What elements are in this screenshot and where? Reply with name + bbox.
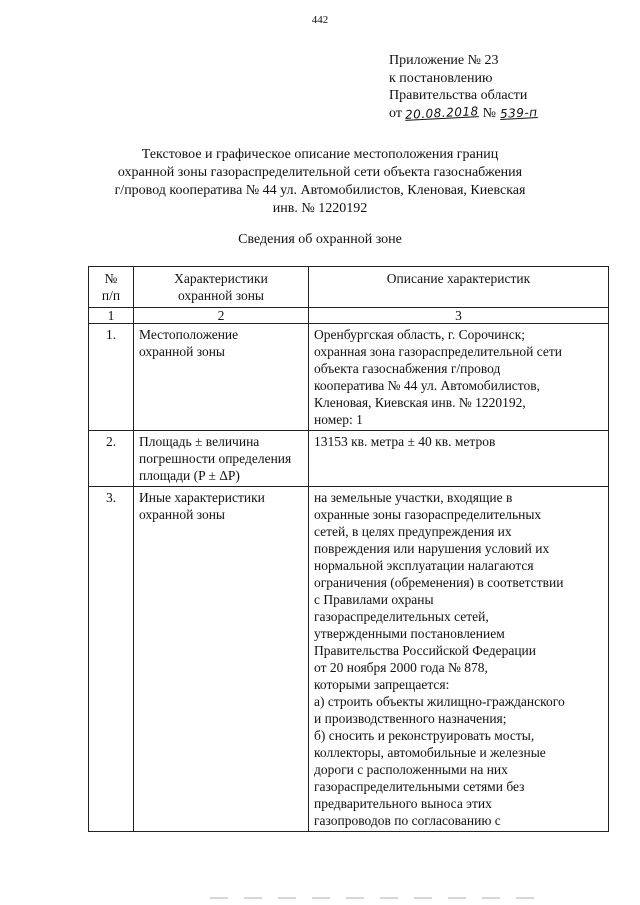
header-text: п/п	[101, 288, 121, 303]
title-line: Текстовое и графическое описание местоположения границ	[141, 147, 499, 162]
cell-line: кооператива № 44 ул. Автомобилистов,	[314, 378, 541, 393]
row-description	[309, 324, 609, 431]
table-row	[89, 431, 609, 487]
cell-line: Иные характеристики	[139, 490, 265, 505]
cell-line: охранной зоны	[139, 344, 226, 359]
appendix-line-2: к постановлению	[389, 70, 493, 86]
cell-line: которыми запрещается:	[314, 677, 450, 692]
header-text: Характеристики	[174, 271, 268, 286]
cell-line: газораспределительными сетями без	[314, 779, 525, 794]
appendix-line-1: Приложение № 23	[389, 53, 499, 68]
number-prefix: №	[482, 105, 497, 121]
row-description	[309, 487, 609, 832]
document-title	[60, 146, 580, 218]
cell-line: площади (P ± ΔP)	[139, 468, 240, 483]
row-characteristic	[134, 431, 309, 487]
cell-line: охранная зона газораспределительной сети	[314, 344, 563, 359]
cell-line: дороги с расположенными на них	[314, 762, 508, 777]
row-number: 1.	[89, 324, 134, 431]
handwritten-number: 539-п	[499, 104, 538, 121]
handwritten-date: 20.08.2018	[405, 103, 480, 122]
appendix-line-3: Правительства области	[389, 88, 528, 103]
cell-line: повреждения или нарушения условий их	[314, 541, 550, 556]
row-description	[309, 431, 609, 487]
header-cell-characteristics	[134, 267, 309, 308]
cell-line: охранные зоны газораспределительных	[314, 507, 542, 522]
cell-line: ограничения (обременения) в соответствии	[314, 575, 564, 590]
cell-line: и производственного назначения;	[314, 711, 507, 726]
header-text: Описание характеристик	[386, 271, 531, 286]
header-text: №	[104, 271, 118, 286]
header-cell-description	[309, 267, 609, 308]
row-number: 3.	[89, 487, 134, 832]
cell-line: 13153 кв. метра ± 40 кв. метров	[314, 434, 496, 449]
cell-line: объекта газоснабжения г/провод	[314, 361, 501, 376]
column-number: 1	[89, 308, 134, 324]
cell-line: номер: 1	[314, 412, 363, 427]
title-line: охранной зоны газораспределительной сети объекта газоснабжения	[117, 165, 523, 180]
cell-line: с Правилами охраны	[314, 592, 434, 607]
date-prefix: от	[389, 105, 402, 121]
zone-info-table	[88, 266, 609, 832]
cell-line: а) строить объекты жилищно-гражданского	[314, 694, 565, 709]
appendix-date-line	[389, 105, 537, 123]
cell-line: от 20 ноября 2000 года № 878,	[314, 660, 488, 675]
cell-line: охранной зоны	[139, 507, 226, 522]
header-text: охранной зоны	[177, 288, 264, 303]
page-number: 442	[311, 14, 329, 26]
cell-line: сетей, в целях предупреждения их	[314, 524, 512, 539]
appendix-header	[389, 52, 537, 122]
cell-line: Местоположение	[139, 327, 239, 342]
column-number: 2	[134, 308, 309, 324]
column-number: 3	[309, 308, 609, 324]
header-cell-number	[89, 267, 134, 308]
cell-line: б) сносить и реконструировать мосты,	[314, 728, 535, 743]
table-row	[89, 324, 609, 431]
cell-line: газораспределительных сетей,	[314, 609, 489, 624]
cell-line: Оренбургская область, г. Сорочинск;	[314, 327, 526, 342]
cell-line: Площадь ± величина	[139, 434, 260, 449]
cell-line: нормальной эксплуатации налагаются	[314, 558, 534, 573]
cell-line: Кленовая, Киевская инв. № 1220192,	[314, 395, 526, 410]
cell-line: газопроводов по согласованию с	[314, 813, 501, 828]
title-line: г/провод кооператива № 44 ул. Автомобилистов, Кленовая, Киевская	[114, 183, 526, 198]
scan-edge-artifact	[210, 897, 550, 899]
table-header-row	[89, 267, 609, 308]
cell-line: коллекторы, автомобильные и железные	[314, 745, 546, 760]
row-characteristic	[134, 324, 309, 431]
table-row	[89, 487, 609, 832]
column-number-row	[89, 308, 609, 324]
row-number: 2.	[89, 431, 134, 487]
cell-line: погрешности определения	[139, 451, 292, 466]
cell-line: предварительного выноса этих	[314, 796, 492, 811]
section-subtitle: Сведения об охранной зоне	[238, 232, 402, 247]
cell-line: Правительства Российской Федерации	[314, 643, 536, 658]
row-characteristic	[134, 487, 309, 832]
cell-line: утвержденными постановлением	[314, 626, 505, 641]
cell-line: на земельные участки, входящие в	[314, 490, 513, 505]
title-line: инв. № 1220192	[272, 201, 368, 216]
